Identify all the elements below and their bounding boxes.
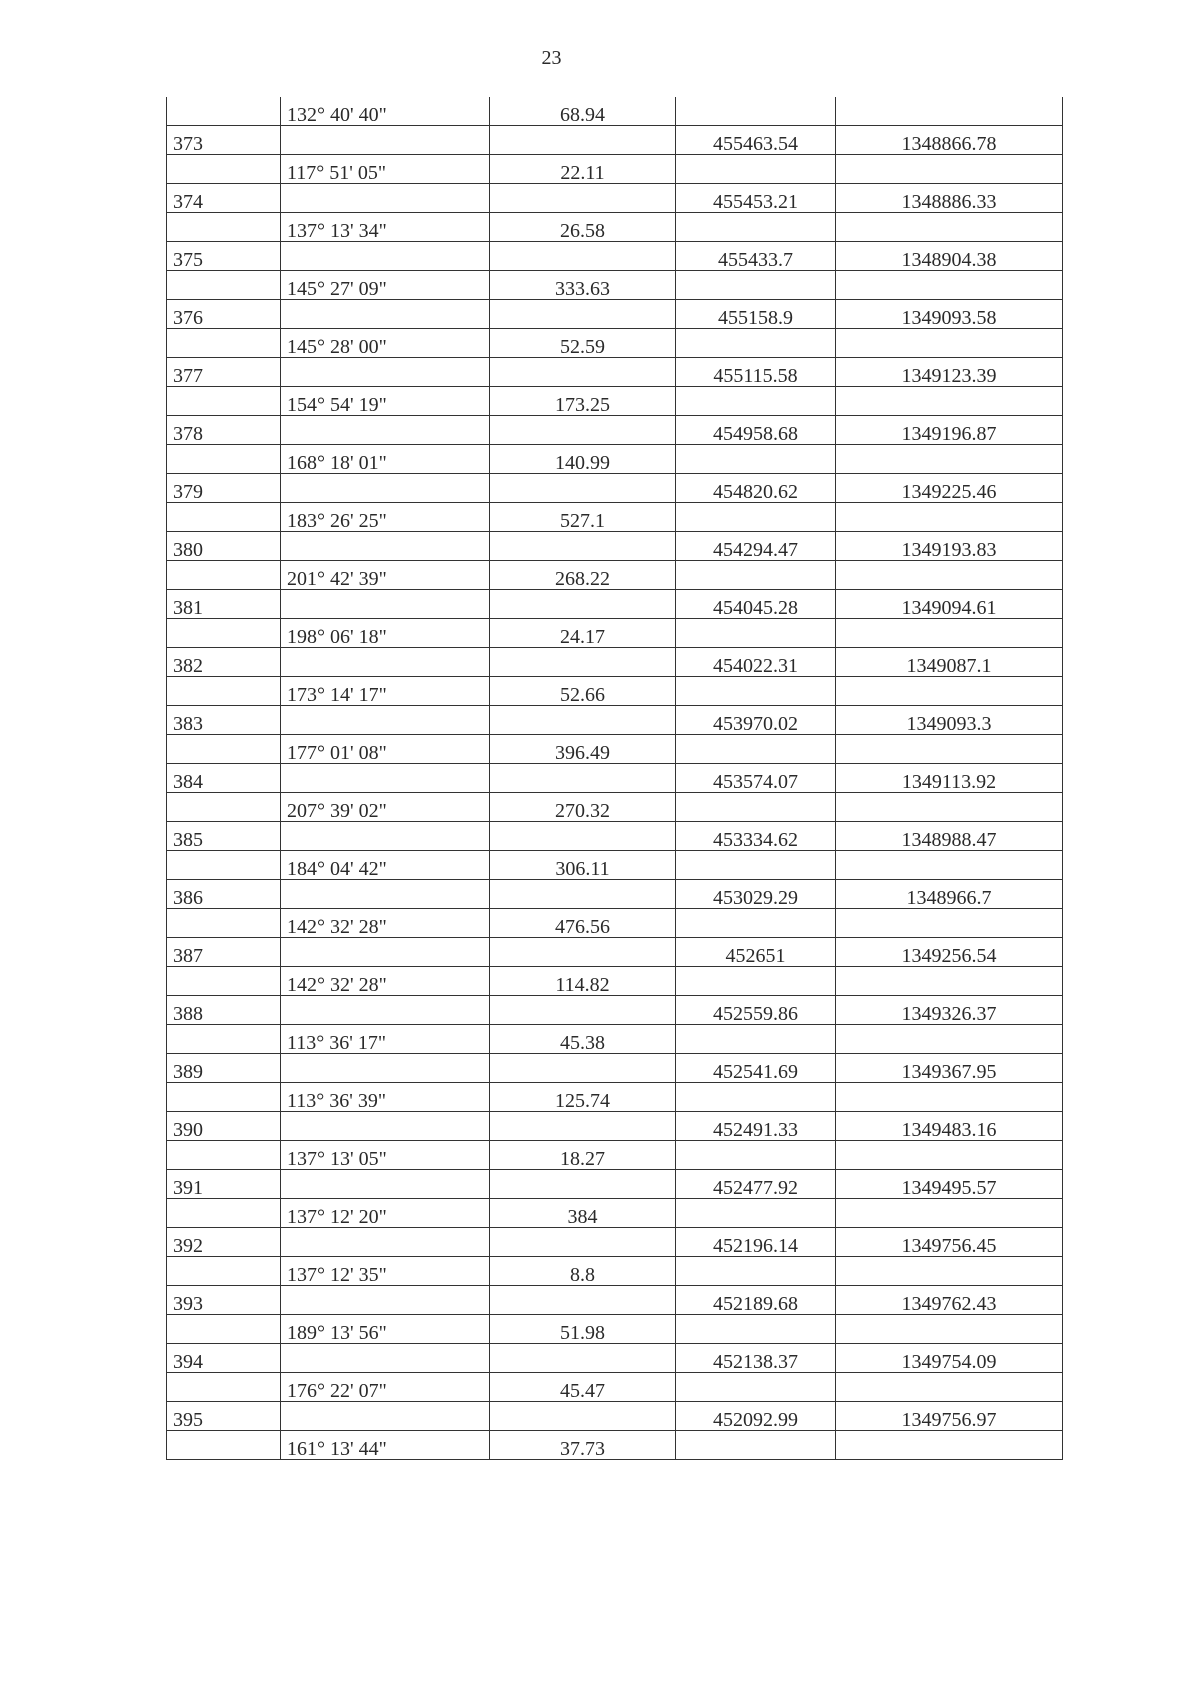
bearing-cell: 142° 32' 28" — [281, 909, 490, 938]
northing-cell — [836, 213, 1063, 242]
easting-cell — [676, 561, 836, 590]
bearing-cell — [281, 1170, 490, 1199]
easting-cell — [676, 387, 836, 416]
distance-cell — [490, 300, 676, 329]
bearing-cell: 198° 06' 18" — [281, 619, 490, 648]
easting-cell: 452189.68 — [676, 1286, 836, 1315]
table-row-line — [167, 271, 1063, 300]
survey-table-body — [167, 97, 1063, 1460]
northing-cell — [836, 909, 1063, 938]
station-cell: 382 — [167, 648, 281, 677]
easting-cell: 455158.9 — [676, 300, 836, 329]
station-cell: 374 — [167, 184, 281, 213]
distance-cell — [490, 1054, 676, 1083]
distance-cell — [490, 474, 676, 503]
station-cell: 386 — [167, 880, 281, 909]
distance-cell — [490, 764, 676, 793]
station-cell: 391 — [167, 1170, 281, 1199]
bearing-cell: 132° 40' 40" — [281, 97, 490, 126]
easting-cell — [676, 967, 836, 996]
table-row-point — [167, 1112, 1063, 1141]
distance-cell — [490, 648, 676, 677]
table-row-point — [167, 822, 1063, 851]
distance-cell: 45.38 — [490, 1025, 676, 1054]
distance-cell: 396.49 — [490, 735, 676, 764]
station-cell: 388 — [167, 996, 281, 1025]
bearing-cell: 173° 14' 17" — [281, 677, 490, 706]
table-row-line — [167, 735, 1063, 764]
easting-cell — [676, 503, 836, 532]
table-row-line — [167, 1373, 1063, 1402]
northing-cell: 1349123.39 — [836, 358, 1063, 387]
distance-cell: 68.94 — [490, 97, 676, 126]
distance-cell — [490, 822, 676, 851]
station-cell — [167, 271, 281, 300]
distance-cell: 173.25 — [490, 387, 676, 416]
easting-cell — [676, 909, 836, 938]
easting-cell: 452138.37 — [676, 1344, 836, 1373]
distance-cell — [490, 532, 676, 561]
table-row-line — [167, 677, 1063, 706]
table-row-point — [167, 532, 1063, 561]
station-cell: 384 — [167, 764, 281, 793]
bearing-cell: 161° 13' 44" — [281, 1431, 490, 1460]
station-cell — [167, 1199, 281, 1228]
northing-cell — [836, 851, 1063, 880]
bearing-cell: 176° 22' 07" — [281, 1373, 490, 1402]
distance-cell: 26.58 — [490, 213, 676, 242]
table-row-point — [167, 1228, 1063, 1257]
station-cell: 387 — [167, 938, 281, 967]
easting-cell: 455453.21 — [676, 184, 836, 213]
table-row-line — [167, 1025, 1063, 1054]
bearing-cell — [281, 474, 490, 503]
bearing-cell: 145° 28' 00" — [281, 329, 490, 358]
distance-cell: 114.82 — [490, 967, 676, 996]
bearing-cell: 137° 12' 20" — [281, 1199, 490, 1228]
table-row-line — [167, 387, 1063, 416]
station-cell: 377 — [167, 358, 281, 387]
distance-cell: 384 — [490, 1199, 676, 1228]
station-cell — [167, 445, 281, 474]
northing-cell — [836, 619, 1063, 648]
easting-cell: 452541.69 — [676, 1054, 836, 1083]
station-cell: 385 — [167, 822, 281, 851]
distance-cell: 51.98 — [490, 1315, 676, 1344]
bearing-cell: 189° 13' 56" — [281, 1315, 490, 1344]
station-cell: 375 — [167, 242, 281, 271]
station-cell — [167, 1373, 281, 1402]
station-cell — [167, 967, 281, 996]
distance-cell — [490, 1228, 676, 1257]
easting-cell: 455433.7 — [676, 242, 836, 271]
bearing-cell: 168° 18' 01" — [281, 445, 490, 474]
distance-cell: 527.1 — [490, 503, 676, 532]
northing-cell: 1348904.38 — [836, 242, 1063, 271]
easting-cell — [676, 1025, 836, 1054]
bearing-cell — [281, 1112, 490, 1141]
bearing-cell — [281, 706, 490, 735]
station-cell — [167, 909, 281, 938]
table-row-point — [167, 416, 1063, 445]
easting-cell — [676, 213, 836, 242]
northing-cell: 1348886.33 — [836, 184, 1063, 213]
table-row-line — [167, 851, 1063, 880]
station-cell — [167, 1083, 281, 1112]
bearing-cell: 113° 36' 39" — [281, 1083, 490, 1112]
table-row-point — [167, 126, 1063, 155]
easting-cell — [676, 1373, 836, 1402]
northing-cell: 1349756.97 — [836, 1402, 1063, 1431]
northing-cell — [836, 793, 1063, 822]
station-cell: 383 — [167, 706, 281, 735]
northing-cell: 1349754.09 — [836, 1344, 1063, 1373]
northing-cell: 1349196.87 — [836, 416, 1063, 445]
station-cell — [167, 1025, 281, 1054]
bearing-cell — [281, 416, 490, 445]
station-cell: 381 — [167, 590, 281, 619]
bearing-cell: 137° 12' 35" — [281, 1257, 490, 1286]
bearing-cell — [281, 822, 490, 851]
northing-cell — [836, 1431, 1063, 1460]
easting-cell: 453334.62 — [676, 822, 836, 851]
easting-cell — [676, 735, 836, 764]
bearing-cell — [281, 184, 490, 213]
easting-cell — [676, 1199, 836, 1228]
northing-cell — [836, 1315, 1063, 1344]
northing-cell — [836, 97, 1063, 126]
northing-cell: 1349093.3 — [836, 706, 1063, 735]
distance-cell — [490, 1286, 676, 1315]
bearing-cell: 142° 32' 28" — [281, 967, 490, 996]
station-cell — [167, 1257, 281, 1286]
table-row-point — [167, 184, 1063, 213]
easting-cell: 453574.07 — [676, 764, 836, 793]
easting-cell — [676, 97, 836, 126]
station-cell: 380 — [167, 532, 281, 561]
northing-cell: 1348988.47 — [836, 822, 1063, 851]
northing-cell — [836, 1199, 1063, 1228]
bearing-cell: 137° 13' 05" — [281, 1141, 490, 1170]
bearing-cell: 183° 26' 25" — [281, 503, 490, 532]
table-row-line — [167, 97, 1063, 126]
station-cell: 390 — [167, 1112, 281, 1141]
table-row-line — [167, 1083, 1063, 1112]
station-cell — [167, 619, 281, 648]
northing-cell — [836, 1083, 1063, 1112]
table-row-line — [167, 1141, 1063, 1170]
easting-cell: 454022.31 — [676, 648, 836, 677]
station-cell: 373 — [167, 126, 281, 155]
distance-cell — [490, 880, 676, 909]
northing-cell — [836, 329, 1063, 358]
easting-cell — [676, 1083, 836, 1112]
table-row-point — [167, 764, 1063, 793]
distance-cell: 18.27 — [490, 1141, 676, 1170]
bearing-cell — [281, 126, 490, 155]
bearing-cell — [281, 996, 490, 1025]
easting-cell: 452491.33 — [676, 1112, 836, 1141]
northing-cell: 1349094.61 — [836, 590, 1063, 619]
bearing-cell: 207° 39' 02" — [281, 793, 490, 822]
station-cell: 395 — [167, 1402, 281, 1431]
northing-cell: 1349256.54 — [836, 938, 1063, 967]
northing-cell: 1349495.57 — [836, 1170, 1063, 1199]
northing-cell — [836, 445, 1063, 474]
table-row-line — [167, 1257, 1063, 1286]
table-row-point — [167, 358, 1063, 387]
table-row-line — [167, 561, 1063, 590]
northing-cell: 1349087.1 — [836, 648, 1063, 677]
bearing-cell — [281, 242, 490, 271]
distance-cell — [490, 358, 676, 387]
bearing-cell — [281, 648, 490, 677]
distance-cell — [490, 706, 676, 735]
distance-cell — [490, 184, 676, 213]
northing-cell — [836, 387, 1063, 416]
northing-cell: 1349093.58 — [836, 300, 1063, 329]
station-cell — [167, 561, 281, 590]
table-row-point — [167, 648, 1063, 677]
northing-cell — [836, 677, 1063, 706]
distance-cell: 24.17 — [490, 619, 676, 648]
bearing-cell — [281, 300, 490, 329]
bearing-cell — [281, 590, 490, 619]
distance-cell — [490, 1344, 676, 1373]
station-cell — [167, 503, 281, 532]
distance-cell — [490, 416, 676, 445]
easting-cell: 454045.28 — [676, 590, 836, 619]
easting-cell: 453029.29 — [676, 880, 836, 909]
easting-cell — [676, 329, 836, 358]
northing-cell — [836, 271, 1063, 300]
distance-cell — [490, 1402, 676, 1431]
distance-cell: 8.8 — [490, 1257, 676, 1286]
easting-cell — [676, 619, 836, 648]
station-cell: 378 — [167, 416, 281, 445]
distance-cell — [490, 996, 676, 1025]
northing-cell — [836, 735, 1063, 764]
distance-cell: 22.11 — [490, 155, 676, 184]
station-cell — [167, 677, 281, 706]
northing-cell: 1349326.37 — [836, 996, 1063, 1025]
distance-cell — [490, 938, 676, 967]
easting-cell — [676, 1257, 836, 1286]
table-row-line — [167, 213, 1063, 242]
northing-cell — [836, 155, 1063, 184]
easting-cell: 455115.58 — [676, 358, 836, 387]
bearing-cell — [281, 532, 490, 561]
station-cell — [167, 735, 281, 764]
northing-cell — [836, 503, 1063, 532]
bearing-cell — [281, 938, 490, 967]
station-cell: 389 — [167, 1054, 281, 1083]
easting-cell — [676, 155, 836, 184]
station-cell — [167, 387, 281, 416]
bearing-cell — [281, 1054, 490, 1083]
table-row-point — [167, 590, 1063, 619]
station-cell — [167, 155, 281, 184]
northing-cell — [836, 561, 1063, 590]
station-cell — [167, 329, 281, 358]
table-row-point — [167, 996, 1063, 1025]
station-cell: 379 — [167, 474, 281, 503]
table-row-line — [167, 445, 1063, 474]
northing-cell: 1349483.16 — [836, 1112, 1063, 1141]
easting-cell: 454820.62 — [676, 474, 836, 503]
station-cell — [167, 1315, 281, 1344]
easting-cell — [676, 1315, 836, 1344]
table-row-point — [167, 300, 1063, 329]
table-row-line — [167, 909, 1063, 938]
station-cell — [167, 213, 281, 242]
distance-cell — [490, 1170, 676, 1199]
distance-cell: 306.11 — [490, 851, 676, 880]
station-cell: 376 — [167, 300, 281, 329]
table-row-line — [167, 967, 1063, 996]
bearing-cell: 184° 04' 42" — [281, 851, 490, 880]
easting-cell: 454294.47 — [676, 532, 836, 561]
easting-cell: 452477.92 — [676, 1170, 836, 1199]
table-row-point — [167, 706, 1063, 735]
northing-cell — [836, 1025, 1063, 1054]
bearing-cell — [281, 1286, 490, 1315]
table-row-line — [167, 619, 1063, 648]
bearing-cell: 177° 01' 08" — [281, 735, 490, 764]
northing-cell: 1348866.78 — [836, 126, 1063, 155]
table-row-point — [167, 1402, 1063, 1431]
station-cell — [167, 793, 281, 822]
easting-cell: 452196.14 — [676, 1228, 836, 1257]
northing-cell: 1349193.83 — [836, 532, 1063, 561]
station-cell: 394 — [167, 1344, 281, 1373]
station-cell — [167, 1141, 281, 1170]
bearing-cell: 117° 51' 05" — [281, 155, 490, 184]
distance-cell: 270.32 — [490, 793, 676, 822]
northing-cell: 1348966.7 — [836, 880, 1063, 909]
station-cell — [167, 851, 281, 880]
survey-coordinates-table — [166, 97, 1063, 1460]
easting-cell: 452092.99 — [676, 1402, 836, 1431]
table-row-line — [167, 1431, 1063, 1460]
easting-cell: 452559.86 — [676, 996, 836, 1025]
distance-cell: 140.99 — [490, 445, 676, 474]
distance-cell — [490, 590, 676, 619]
bearing-cell — [281, 1344, 490, 1373]
bearing-cell — [281, 880, 490, 909]
table-row-line — [167, 155, 1063, 184]
northing-cell: 1349367.95 — [836, 1054, 1063, 1083]
northing-cell: 1349225.46 — [836, 474, 1063, 503]
easting-cell: 453970.02 — [676, 706, 836, 735]
distance-cell: 268.22 — [490, 561, 676, 590]
table-row-point — [167, 1170, 1063, 1199]
easting-cell — [676, 271, 836, 300]
easting-cell — [676, 445, 836, 474]
table-row-point — [167, 474, 1063, 503]
table-row-point — [167, 242, 1063, 271]
bearing-cell: 201° 42' 39" — [281, 561, 490, 590]
northing-cell — [836, 1373, 1063, 1402]
distance-cell: 476.56 — [490, 909, 676, 938]
bearing-cell: 137° 13' 34" — [281, 213, 490, 242]
table-row-point — [167, 1054, 1063, 1083]
bearing-cell — [281, 1228, 490, 1257]
northing-cell: 1349113.92 — [836, 764, 1063, 793]
table-row-line — [167, 1315, 1063, 1344]
bearing-cell: 154° 54' 19" — [281, 387, 490, 416]
easting-cell — [676, 851, 836, 880]
distance-cell: 52.66 — [490, 677, 676, 706]
easting-cell — [676, 1431, 836, 1460]
easting-cell: 454958.68 — [676, 416, 836, 445]
easting-cell — [676, 793, 836, 822]
northing-cell — [836, 1141, 1063, 1170]
station-cell: 392 — [167, 1228, 281, 1257]
distance-cell: 45.47 — [490, 1373, 676, 1402]
table-row-point — [167, 880, 1063, 909]
distance-cell — [490, 242, 676, 271]
northing-cell — [836, 967, 1063, 996]
table-row-point — [167, 1286, 1063, 1315]
distance-cell: 125.74 — [490, 1083, 676, 1112]
table-row-point — [167, 1344, 1063, 1373]
northing-cell — [836, 1257, 1063, 1286]
station-cell — [167, 97, 281, 126]
distance-cell: 37.73 — [490, 1431, 676, 1460]
northing-cell: 1349756.45 — [836, 1228, 1063, 1257]
distance-cell — [490, 1112, 676, 1141]
table-row-line — [167, 329, 1063, 358]
bearing-cell — [281, 1402, 490, 1431]
table-row-point — [167, 938, 1063, 967]
table-row-line — [167, 793, 1063, 822]
station-cell — [167, 1431, 281, 1460]
northing-cell: 1349762.43 — [836, 1286, 1063, 1315]
bearing-cell — [281, 358, 490, 387]
easting-cell — [676, 677, 836, 706]
distance-cell: 333.63 — [490, 271, 676, 300]
easting-cell: 452651 — [676, 938, 836, 967]
page-number: 23 — [541, 47, 562, 69]
bearing-cell: 113° 36' 17" — [281, 1025, 490, 1054]
distance-cell — [490, 126, 676, 155]
distance-cell: 52.59 — [490, 329, 676, 358]
station-cell: 393 — [167, 1286, 281, 1315]
bearing-cell — [281, 764, 490, 793]
easting-cell — [676, 1141, 836, 1170]
table-row-line — [167, 503, 1063, 532]
table-row-line — [167, 1199, 1063, 1228]
easting-cell: 455463.54 — [676, 126, 836, 155]
bearing-cell: 145° 27' 09" — [281, 271, 490, 300]
